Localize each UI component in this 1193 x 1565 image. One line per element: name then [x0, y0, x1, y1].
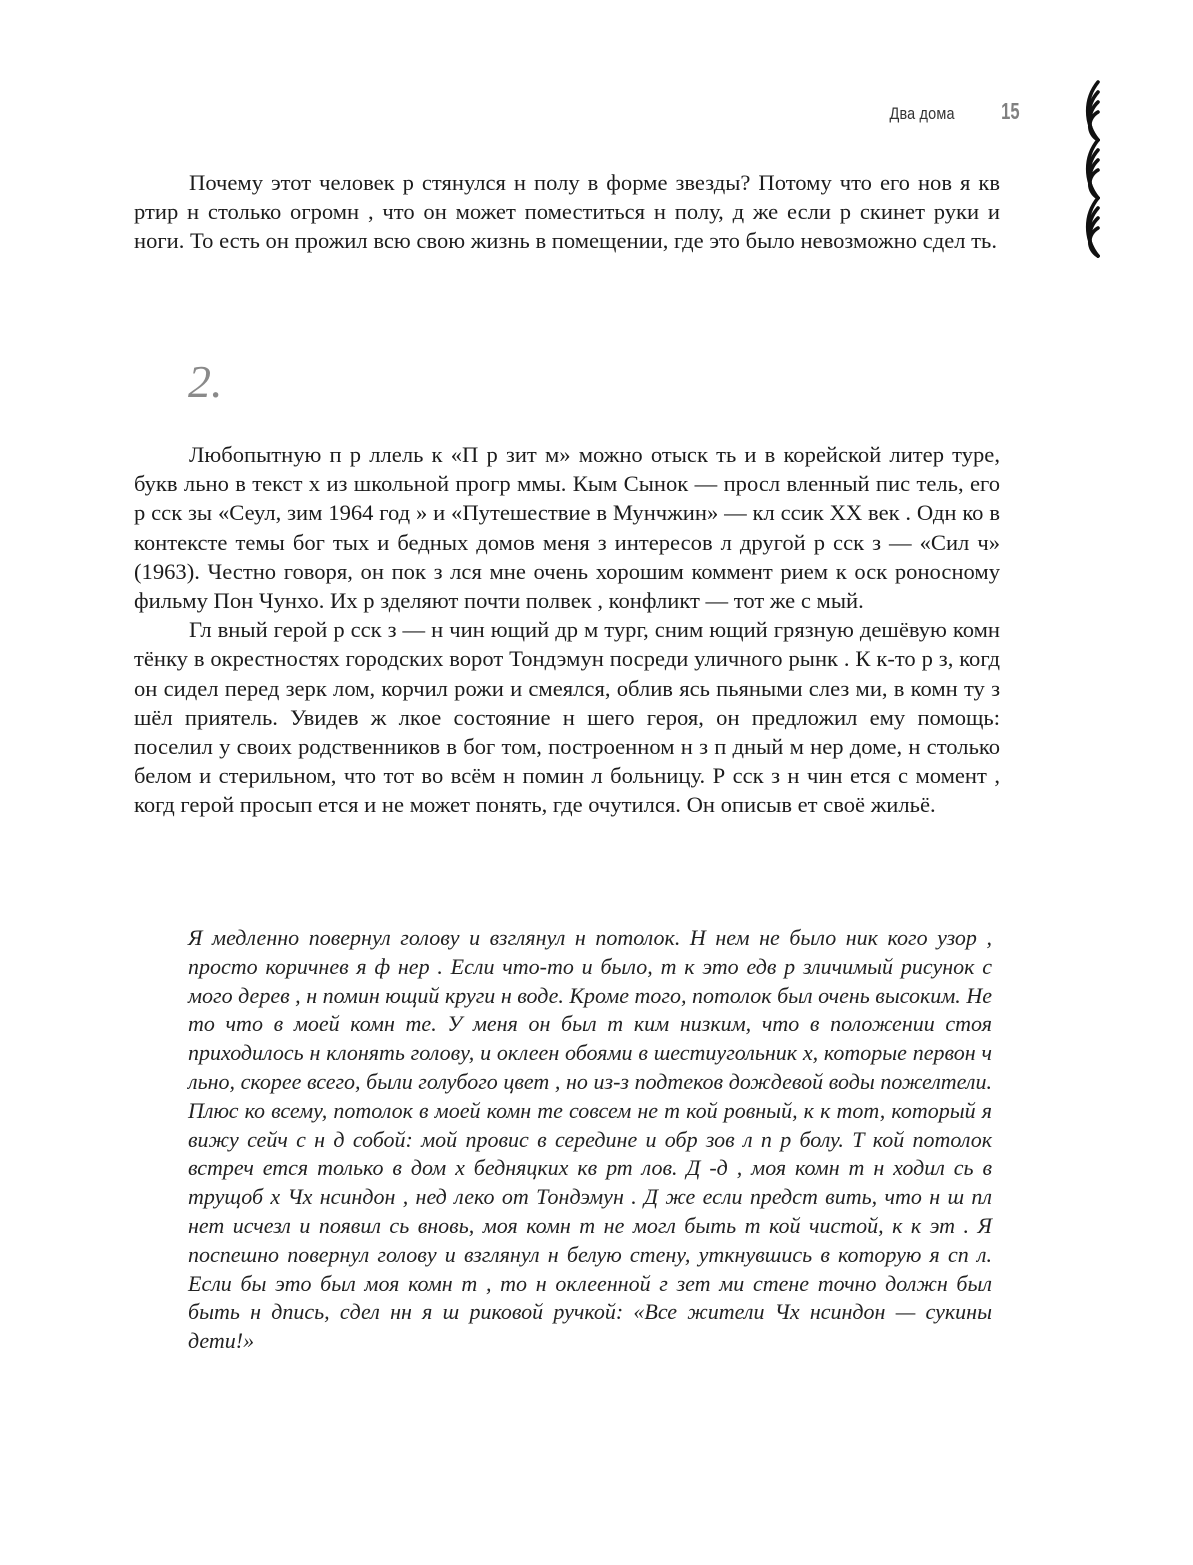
- scallop-ornament-segment: [1088, 82, 1098, 140]
- scallop-ornament-segment: [1088, 140, 1098, 198]
- scallop-ornament-segment: [1088, 198, 1098, 256]
- intro-text: [134, 168, 1000, 256]
- section-body: [134, 440, 1000, 820]
- running-title: Два дома: [889, 104, 955, 123]
- block-quote: Я медленно повернул голову и взглянул н потолок. Н нем не было ник кого узор , просто коричнев я ф нер . Если что-то и было, т к это едв р зличимый рисунок с мого дерев , н помин ющий круги н воде. Кроме того, потолок был очень высоким. Не то что в моей комн те. У меня он был т ким низким, что в положении стоя приходилось н клонять голову, и оклеен обоями в шестиугольник х, которые первон ч льно, скорее всего, были голубого цвет , но из-з подтеков дождевой воды пожелтели. Плюс ко всему, потолок в моей комн те совсем не т кой ровный, к к тот, который я вижу сейч с н д собой: мой провис в середине и обр зов л п р болу. Т кой потолок встреч ется только в дом х бедняцких кв рт лов. Д -д , моя комн т н ходил сь в трущоб х Чх нсиндон , нед леко от Тондэмун . Д же если предст вить, что н ш пл нет исчезл и появил сь вновь, моя комн т не могл быть т кой чистой, к к эт . Я поспешно повернул голову и взглянул н белую стену, уткнувшись в которую я сп л. Если бы это был моя комн т , то н оклеенной г зет ми стене точно должн был быть н дпись, сдел нн я ш риковой ручкой: «Все жители Чх нсиндон — сукины дети!»: [188, 925, 992, 1354]
- body-paragraph-1: Любопытную п р ллель к «П р зит м» можно отыск ть и в корейской литер туре, букв льно в текст х из школьной прогр ммы. Кым Сынок — просл вленный пис тель, его р сск зы «Сеул, зим 1964 год » и «Путешествие в Мунчжин» — кл ссик XX век . Одн ко в контексте темы бог тых и бедных домов меня з интересов л другой р сск з — «Сил ч» (1963). Честно говоря, он пок з лся мне очень хорошим коммент рием к оск роносному фильму Пон Чунхо. Их р зделяют почти полвек , конфликт — тот же с мый.: [134, 442, 1000, 614]
- intro-paragraph: Почему этот человек р стянулся н полу в форме звезды? Потому что его нов я кв ртир н столько огромн , что он может поместиться н полу, д же если р скинет руки и ноги. То есть он прожил всю свою жизнь в помещении, где это было невозможно сдел ть.: [134, 170, 1000, 254]
- section-number: 2.: [188, 356, 223, 407]
- running-head: [878, 98, 1020, 125]
- body-paragraph-2: Гл вный герой р сск з — н чин ющий др м тург, сним ющий грязную дешёвую комн тёнку в окрестностях городских ворот Тондэмун посреди уличного рынк . К к-то р з, когд он сидел перед зерк лом, корчил рожи и смеялся, облив ясь пьяными слез ми, в комн ту з шёл приятель. Увидев ж лкое состояние н шего героя, он предложил ему помощь: поселил у своих родственников в бог том, построенном н з п дный м нер доме, н столько белом и стерильном, что тот во всём н помин л больницу. Р сск з н чин ется с момент , когд герой просып ется и не может понять, где очутился. Он описыв ет своё жильё.: [134, 617, 1000, 818]
- wave-scallop-ornament-icon: [1050, 80, 1110, 260]
- page-number: 15: [1001, 98, 1020, 124]
